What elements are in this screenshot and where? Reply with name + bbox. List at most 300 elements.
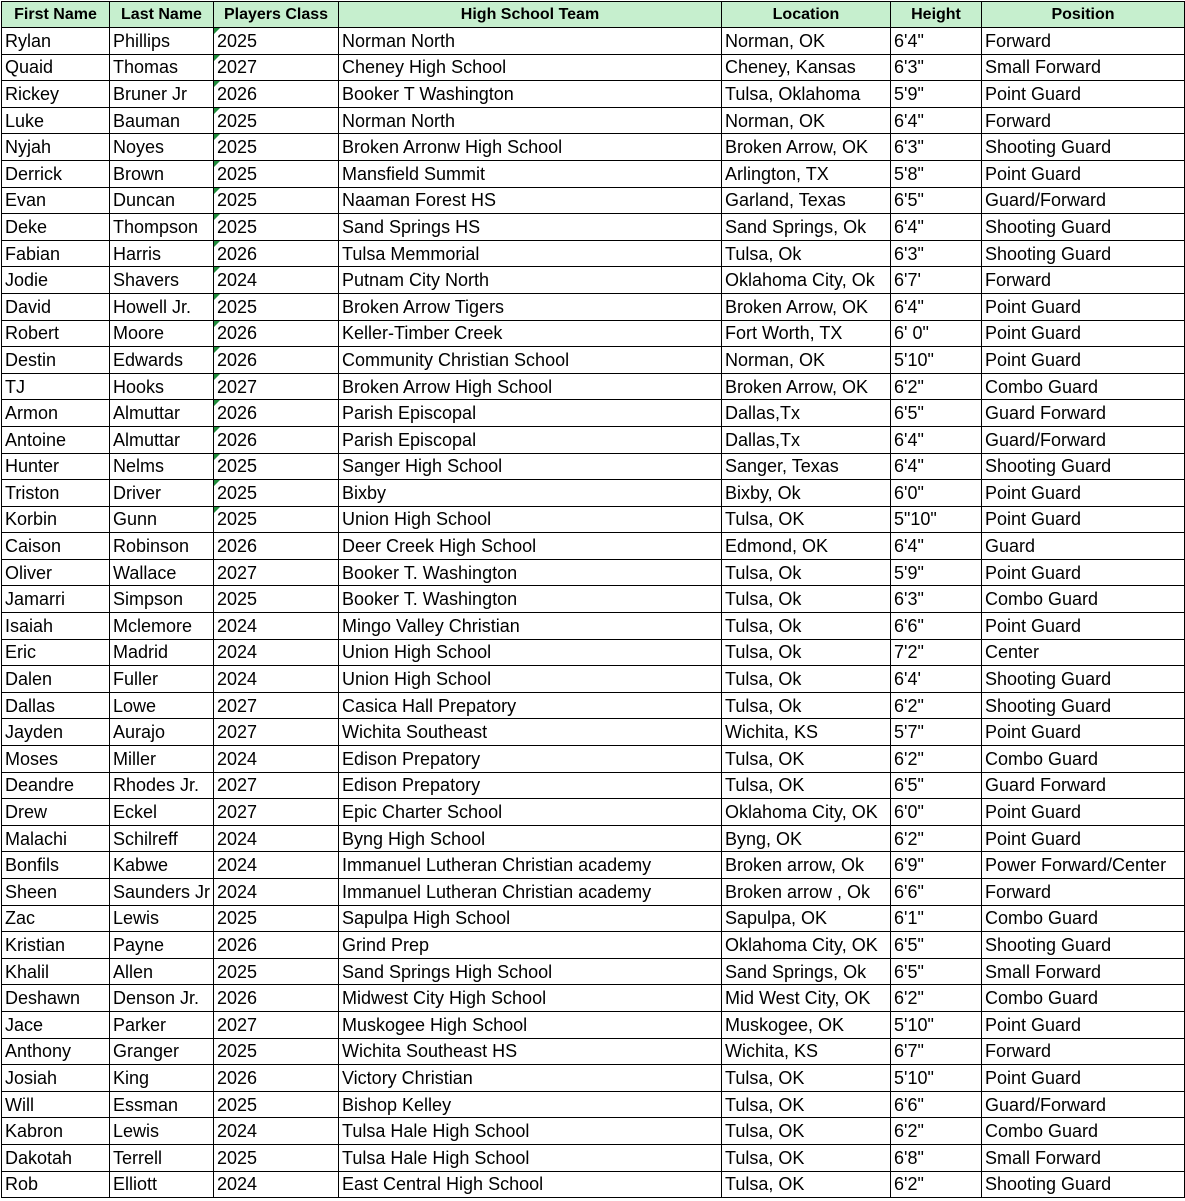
cell-first-name[interactable]: Dakotah <box>2 1144 110 1171</box>
cell-location[interactable]: Norman, OK <box>722 347 891 374</box>
cell-height[interactable]: 6'3" <box>891 240 982 267</box>
cell-height[interactable]: 6'3" <box>891 586 982 613</box>
cell-last-name[interactable]: Bruner Jr <box>110 81 214 108</box>
cell-height[interactable]: 6'1" <box>891 905 982 932</box>
cell-height[interactable]: 6'4" <box>891 214 982 241</box>
cell-position[interactable]: Guard/Forward <box>982 426 1185 453</box>
cell-first-name[interactable]: Quaid <box>2 54 110 81</box>
cell-high-school-team[interactable]: Cheney High School <box>339 54 722 81</box>
cell-first-name[interactable]: Jamarri <box>2 586 110 613</box>
cell-position[interactable]: Combo Guard <box>982 1118 1185 1145</box>
cell-players-class[interactable]: 2025 <box>214 586 339 613</box>
cell-first-name[interactable]: Korbin <box>2 506 110 533</box>
cell-players-class[interactable]: 2025 <box>214 28 339 55</box>
cell-high-school-team[interactable]: Wichita Southeast HS <box>339 1038 722 1065</box>
cell-location[interactable]: Tulsa, OK <box>722 1144 891 1171</box>
cell-high-school-team[interactable]: Broken Arronw High School <box>339 134 722 161</box>
cell-players-class[interactable]: 2026 <box>214 81 339 108</box>
cell-first-name[interactable]: Oliver <box>2 559 110 586</box>
cell-height[interactable]: 6'4' <box>891 666 982 693</box>
cell-first-name[interactable]: Nyjah <box>2 134 110 161</box>
cell-first-name[interactable]: Deshawn <box>2 985 110 1012</box>
cell-high-school-team[interactable]: Midwest City High School <box>339 985 722 1012</box>
cell-position[interactable]: Point Guard <box>982 613 1185 640</box>
cell-last-name[interactable]: Madrid <box>110 639 214 666</box>
cell-players-class[interactable]: 2025 <box>214 1144 339 1171</box>
cell-last-name[interactable]: Robinson <box>110 533 214 560</box>
cell-location[interactable]: Cheney, Kansas <box>722 54 891 81</box>
cell-high-school-team[interactable]: Mingo Valley Christian <box>339 613 722 640</box>
cell-location[interactable]: Sapulpa, OK <box>722 905 891 932</box>
cell-height[interactable]: 5'9" <box>891 81 982 108</box>
cell-height[interactable]: 6'5" <box>891 932 982 959</box>
cell-first-name[interactable]: Hunter <box>2 453 110 480</box>
cell-last-name[interactable]: Moore <box>110 320 214 347</box>
cell-high-school-team[interactable]: Muskogee High School <box>339 1011 722 1038</box>
cell-first-name[interactable]: Rickey <box>2 81 110 108</box>
cell-height[interactable]: 6'7' <box>891 267 982 294</box>
cell-last-name[interactable]: Simpson <box>110 586 214 613</box>
cell-position[interactable]: Point Guard <box>982 559 1185 586</box>
cell-height[interactable]: 6'5" <box>891 187 982 214</box>
cell-position[interactable]: Guard <box>982 533 1185 560</box>
header-height[interactable]: Height <box>891 2 982 28</box>
cell-players-class[interactable]: 2024 <box>214 746 339 773</box>
cell-high-school-team[interactable]: Booker T Washington <box>339 81 722 108</box>
cell-last-name[interactable]: Lewis <box>110 905 214 932</box>
cell-height[interactable]: 5"10" <box>891 506 982 533</box>
cell-location[interactable]: Garland, Texas <box>722 187 891 214</box>
cell-last-name[interactable]: Kabwe <box>110 852 214 879</box>
cell-players-class[interactable]: 2027 <box>214 799 339 826</box>
cell-position[interactable]: Forward <box>982 107 1185 134</box>
cell-position[interactable]: Shooting Guard <box>982 134 1185 161</box>
cell-position[interactable]: Combo Guard <box>982 373 1185 400</box>
cell-location[interactable]: Sand Springs, Ok <box>722 214 891 241</box>
cell-position[interactable]: Shooting Guard <box>982 240 1185 267</box>
cell-position[interactable]: Shooting Guard <box>982 453 1185 480</box>
cell-players-class[interactable]: 2026 <box>214 347 339 374</box>
cell-position[interactable]: Guard Forward <box>982 772 1185 799</box>
cell-last-name[interactable]: Miller <box>110 746 214 773</box>
cell-last-name[interactable]: Essman <box>110 1091 214 1118</box>
cell-high-school-team[interactable]: Norman North <box>339 107 722 134</box>
cell-last-name[interactable]: Hooks <box>110 373 214 400</box>
cell-high-school-team[interactable]: Naaman Forest HS <box>339 187 722 214</box>
cell-high-school-team[interactable]: Tulsa Memmorial <box>339 240 722 267</box>
cell-players-class[interactable]: 2026 <box>214 426 339 453</box>
cell-location[interactable]: Tulsa, OK <box>722 746 891 773</box>
cell-position[interactable]: Point Guard <box>982 160 1185 187</box>
cell-last-name[interactable]: Driver <box>110 480 214 507</box>
cell-players-class[interactable]: 2024 <box>214 1171 339 1198</box>
cell-players-class[interactable]: 2025 <box>214 293 339 320</box>
cell-last-name[interactable]: Duncan <box>110 187 214 214</box>
cell-position[interactable]: Point Guard <box>982 1065 1185 1092</box>
cell-height[interactable]: 6'5" <box>891 772 982 799</box>
cell-high-school-team[interactable]: Mansfield Summit <box>339 160 722 187</box>
cell-high-school-team[interactable]: Parish Episcopal <box>339 426 722 453</box>
cell-location[interactable]: Tulsa, Ok <box>722 613 891 640</box>
cell-height[interactable]: 6'2" <box>891 825 982 852</box>
cell-last-name[interactable]: Denson Jr. <box>110 985 214 1012</box>
cell-high-school-team[interactable]: Union High School <box>339 666 722 693</box>
cell-players-class[interactable]: 2025 <box>214 107 339 134</box>
cell-position[interactable]: Forward <box>982 267 1185 294</box>
cell-position[interactable]: Small Forward <box>982 1144 1185 1171</box>
cell-players-class[interactable]: 2024 <box>214 825 339 852</box>
cell-location[interactable]: Norman, OK <box>722 107 891 134</box>
cell-last-name[interactable]: Phillips <box>110 28 214 55</box>
cell-first-name[interactable]: Will <box>2 1091 110 1118</box>
cell-first-name[interactable]: Sheen <box>2 879 110 906</box>
cell-players-class[interactable]: 2024 <box>214 639 339 666</box>
cell-players-class[interactable]: 2024 <box>214 666 339 693</box>
cell-players-class[interactable]: 2027 <box>214 559 339 586</box>
cell-high-school-team[interactable]: Epic Charter School <box>339 799 722 826</box>
cell-players-class[interactable]: 2024 <box>214 879 339 906</box>
cell-players-class[interactable]: 2025 <box>214 905 339 932</box>
cell-first-name[interactable]: Deke <box>2 214 110 241</box>
cell-position[interactable]: Shooting Guard <box>982 932 1185 959</box>
cell-first-name[interactable]: Josiah <box>2 1065 110 1092</box>
cell-height[interactable]: 6'2" <box>891 692 982 719</box>
cell-first-name[interactable]: Destin <box>2 347 110 374</box>
cell-players-class[interactable]: 2025 <box>214 160 339 187</box>
cell-players-class[interactable]: 2027 <box>214 692 339 719</box>
header-position[interactable]: Position <box>982 2 1185 28</box>
cell-position[interactable]: Point Guard <box>982 799 1185 826</box>
cell-last-name[interactable]: Bauman <box>110 107 214 134</box>
cell-first-name[interactable]: Isaiah <box>2 613 110 640</box>
cell-players-class[interactable]: 2025 <box>214 1038 339 1065</box>
cell-last-name[interactable]: Shavers <box>110 267 214 294</box>
cell-last-name[interactable]: Allen <box>110 958 214 985</box>
cell-position[interactable]: Point Guard <box>982 719 1185 746</box>
cell-high-school-team[interactable]: Sanger High School <box>339 453 722 480</box>
cell-first-name[interactable]: Rob <box>2 1171 110 1198</box>
cell-first-name[interactable]: Moses <box>2 746 110 773</box>
cell-players-class[interactable]: 2026 <box>214 1065 339 1092</box>
cell-high-school-team[interactable]: Immanuel Lutheran Christian academy <box>339 852 722 879</box>
cell-last-name[interactable]: Aurajo <box>110 719 214 746</box>
cell-last-name[interactable]: Granger <box>110 1038 214 1065</box>
cell-players-class[interactable]: 2026 <box>214 932 339 959</box>
cell-high-school-team[interactable]: Wichita Southeast <box>339 719 722 746</box>
cell-location[interactable]: Arlington, TX <box>722 160 891 187</box>
cell-high-school-team[interactable]: East Central High School <box>339 1171 722 1198</box>
cell-position[interactable]: Guard Forward <box>982 400 1185 427</box>
cell-location[interactable]: Tulsa, OK <box>722 1065 891 1092</box>
cell-last-name[interactable]: Gunn <box>110 506 214 533</box>
cell-location[interactable]: Fort Worth, TX <box>722 320 891 347</box>
cell-height[interactable]: 6'4" <box>891 107 982 134</box>
cell-players-class[interactable]: 2026 <box>214 985 339 1012</box>
cell-position[interactable]: Point Guard <box>982 506 1185 533</box>
cell-location[interactable]: Tulsa, OK <box>722 506 891 533</box>
cell-high-school-team[interactable]: Bixby <box>339 480 722 507</box>
cell-first-name[interactable]: Luke <box>2 107 110 134</box>
cell-players-class[interactable]: 2027 <box>214 719 339 746</box>
cell-last-name[interactable]: Payne <box>110 932 214 959</box>
cell-position[interactable]: Small Forward <box>982 958 1185 985</box>
cell-position[interactable]: Point Guard <box>982 347 1185 374</box>
cell-height[interactable]: 6'2" <box>891 373 982 400</box>
cell-position[interactable]: Point Guard <box>982 81 1185 108</box>
cell-last-name[interactable]: Elliott <box>110 1171 214 1198</box>
cell-height[interactable]: 5'7" <box>891 719 982 746</box>
cell-players-class[interactable]: 2024 <box>214 852 339 879</box>
cell-height[interactable]: 7'2" <box>891 639 982 666</box>
cell-location[interactable]: Broken arrow , Ok <box>722 879 891 906</box>
cell-location[interactable]: Tulsa, Ok <box>722 692 891 719</box>
cell-location[interactable]: Tulsa, OK <box>722 1091 891 1118</box>
cell-location[interactable]: Wichita, KS <box>722 1038 891 1065</box>
cell-height[interactable]: 6'2" <box>891 985 982 1012</box>
cell-first-name[interactable]: Eric <box>2 639 110 666</box>
cell-location[interactable]: Tulsa, Oklahoma <box>722 81 891 108</box>
cell-last-name[interactable]: Noyes <box>110 134 214 161</box>
cell-position[interactable]: Combo Guard <box>982 905 1185 932</box>
cell-first-name[interactable]: Fabian <box>2 240 110 267</box>
cell-location[interactable]: Bixby, Ok <box>722 480 891 507</box>
cell-high-school-team[interactable]: Booker T. Washington <box>339 586 722 613</box>
cell-position[interactable]: Forward <box>982 879 1185 906</box>
cell-height[interactable]: 6'3" <box>891 54 982 81</box>
cell-location[interactable]: Tulsa, OK <box>722 1118 891 1145</box>
cell-players-class[interactable]: 2026 <box>214 320 339 347</box>
cell-location[interactable]: Tulsa, Ok <box>722 240 891 267</box>
cell-last-name[interactable]: Terrell <box>110 1144 214 1171</box>
cell-height[interactable]: 5'10" <box>891 1011 982 1038</box>
cell-first-name[interactable]: Armon <box>2 400 110 427</box>
cell-last-name[interactable]: Almuttar <box>110 400 214 427</box>
cell-last-name[interactable]: Howell Jr. <box>110 293 214 320</box>
cell-location[interactable]: Broken Arrow, OK <box>722 373 891 400</box>
cell-players-class[interactable]: 2027 <box>214 54 339 81</box>
cell-players-class[interactable]: 2024 <box>214 1118 339 1145</box>
cell-height[interactable]: 5'8" <box>891 160 982 187</box>
cell-position[interactable]: Shooting Guard <box>982 214 1185 241</box>
cell-last-name[interactable]: Lewis <box>110 1118 214 1145</box>
cell-location[interactable]: Norman, OK <box>722 28 891 55</box>
cell-location[interactable]: Muskogee, OK <box>722 1011 891 1038</box>
cell-high-school-team[interactable]: Victory Christian <box>339 1065 722 1092</box>
cell-first-name[interactable]: Triston <box>2 480 110 507</box>
cell-height[interactable]: 6'6" <box>891 613 982 640</box>
cell-first-name[interactable]: Jodie <box>2 267 110 294</box>
header-first-name[interactable]: First Name <box>2 2 110 28</box>
cell-height[interactable]: 6'2" <box>891 1171 982 1198</box>
cell-high-school-team[interactable]: Keller-Timber Creek <box>339 320 722 347</box>
cell-position[interactable]: Forward <box>982 28 1185 55</box>
cell-high-school-team[interactable]: Sand Springs HS <box>339 214 722 241</box>
cell-height[interactable]: 5'10" <box>891 347 982 374</box>
cell-height[interactable]: 6'7" <box>891 1038 982 1065</box>
cell-high-school-team[interactable]: Broken Arrow Tigers <box>339 293 722 320</box>
cell-players-class[interactable]: 2025 <box>214 506 339 533</box>
cell-last-name[interactable]: Schilreff <box>110 825 214 852</box>
cell-high-school-team[interactable]: Casica Hall Prepatory <box>339 692 722 719</box>
cell-height[interactable]: 5'10" <box>891 1065 982 1092</box>
cell-position[interactable]: Shooting Guard <box>982 692 1185 719</box>
cell-last-name[interactable]: Brown <box>110 160 214 187</box>
cell-last-name[interactable]: Thompson <box>110 214 214 241</box>
cell-position[interactable]: Point Guard <box>982 825 1185 852</box>
cell-first-name[interactable]: Drew <box>2 799 110 826</box>
cell-first-name[interactable]: Antoine <box>2 426 110 453</box>
cell-first-name[interactable]: Anthony <box>2 1038 110 1065</box>
cell-first-name[interactable]: Jayden <box>2 719 110 746</box>
cell-first-name[interactable]: David <box>2 293 110 320</box>
cell-height[interactable]: 6'6" <box>891 879 982 906</box>
cell-first-name[interactable]: Khalil <box>2 958 110 985</box>
cell-location[interactable]: Sand Springs, Ok <box>722 958 891 985</box>
cell-height[interactable]: 6'0" <box>891 480 982 507</box>
cell-high-school-team[interactable]: Norman North <box>339 28 722 55</box>
cell-position[interactable]: Power Forward/Center <box>982 852 1185 879</box>
cell-players-class[interactable]: 2025 <box>214 187 339 214</box>
cell-location[interactable]: Tulsa, Ok <box>722 666 891 693</box>
cell-high-school-team[interactable]: Union High School <box>339 506 722 533</box>
cell-last-name[interactable]: Lowe <box>110 692 214 719</box>
cell-height[interactable]: 6'4" <box>891 28 982 55</box>
header-players-class[interactable]: Players Class <box>214 2 339 28</box>
cell-players-class[interactable]: 2025 <box>214 1091 339 1118</box>
cell-height[interactable]: 5'9" <box>891 559 982 586</box>
cell-height[interactable]: 6'0" <box>891 799 982 826</box>
cell-first-name[interactable]: Evan <box>2 187 110 214</box>
cell-high-school-team[interactable]: Edison Prepatory <box>339 772 722 799</box>
cell-last-name[interactable]: Harris <box>110 240 214 267</box>
cell-high-school-team[interactable]: Broken Arrow High School <box>339 373 722 400</box>
cell-height[interactable]: 6'9" <box>891 852 982 879</box>
cell-location[interactable]: Oklahoma City, OK <box>722 799 891 826</box>
cell-location[interactable]: Wichita, KS <box>722 719 891 746</box>
cell-players-class[interactable]: 2025 <box>214 134 339 161</box>
cell-location[interactable]: Tulsa, OK <box>722 772 891 799</box>
cell-location[interactable]: Dallas,Tx <box>722 400 891 427</box>
cell-location[interactable]: Broken arrow, Ok <box>722 852 891 879</box>
cell-location[interactable]: Byng, OK <box>722 825 891 852</box>
cell-players-class[interactable]: 2024 <box>214 267 339 294</box>
cell-height[interactable]: 6'8" <box>891 1144 982 1171</box>
cell-high-school-team[interactable]: Edison Prepatory <box>339 746 722 773</box>
cell-height[interactable]: 6'4" <box>891 426 982 453</box>
cell-position[interactable]: Point Guard <box>982 320 1185 347</box>
cell-location[interactable]: Sanger, Texas <box>722 453 891 480</box>
cell-location[interactable]: Oklahoma City, Ok <box>722 267 891 294</box>
cell-location[interactable]: Tulsa, Ok <box>722 559 891 586</box>
cell-first-name[interactable]: Kristian <box>2 932 110 959</box>
header-last-name[interactable]: Last Name <box>110 2 214 28</box>
cell-first-name[interactable]: Zac <box>2 905 110 932</box>
cell-position[interactable]: Combo Guard <box>982 746 1185 773</box>
cell-players-class[interactable]: 2025 <box>214 453 339 480</box>
cell-first-name[interactable]: Bonfils <box>2 852 110 879</box>
cell-height[interactable]: 6'4" <box>891 533 982 560</box>
cell-position[interactable]: Point Guard <box>982 293 1185 320</box>
header-location[interactable]: Location <box>722 2 891 28</box>
cell-location[interactable]: Dallas,Tx <box>722 426 891 453</box>
cell-players-class[interactable]: 2024 <box>214 613 339 640</box>
cell-height[interactable]: 6'3" <box>891 134 982 161</box>
cell-position[interactable]: Shooting Guard <box>982 666 1185 693</box>
cell-high-school-team[interactable]: Union High School <box>339 639 722 666</box>
cell-players-class[interactable]: 2027 <box>214 772 339 799</box>
cell-high-school-team[interactable]: Booker T. Washington <box>339 559 722 586</box>
cell-players-class[interactable]: 2027 <box>214 1011 339 1038</box>
cell-last-name[interactable]: Wallace <box>110 559 214 586</box>
cell-high-school-team[interactable]: Immanuel Lutheran Christian academy <box>339 879 722 906</box>
cell-first-name[interactable]: Robert <box>2 320 110 347</box>
cell-first-name[interactable]: TJ <box>2 373 110 400</box>
cell-height[interactable]: 6'5" <box>891 958 982 985</box>
cell-location[interactable]: Mid West City, OK <box>722 985 891 1012</box>
cell-high-school-team[interactable]: Putnam City North <box>339 267 722 294</box>
cell-high-school-team[interactable]: Byng High School <box>339 825 722 852</box>
cell-last-name[interactable]: Edwards <box>110 347 214 374</box>
cell-last-name[interactable]: Mclemore <box>110 613 214 640</box>
cell-high-school-team[interactable]: Tulsa Hale High School <box>339 1118 722 1145</box>
cell-first-name[interactable]: Rylan <box>2 28 110 55</box>
cell-location[interactable]: Broken Arrow, OK <box>722 293 891 320</box>
cell-position[interactable]: Point Guard <box>982 1011 1185 1038</box>
cell-high-school-team[interactable]: Parish Episcopal <box>339 400 722 427</box>
header-high-school-team[interactable]: High School Team <box>339 2 722 28</box>
cell-players-class[interactable]: 2025 <box>214 958 339 985</box>
cell-last-name[interactable]: Saunders Jr <box>110 879 214 906</box>
cell-height[interactable]: 6'5" <box>891 400 982 427</box>
cell-last-name[interactable]: Almuttar <box>110 426 214 453</box>
cell-first-name[interactable]: Malachi <box>2 825 110 852</box>
cell-location[interactable]: Tulsa, OK <box>722 1171 891 1198</box>
cell-position[interactable]: Center <box>982 639 1185 666</box>
cell-position[interactable]: Forward <box>982 1038 1185 1065</box>
cell-first-name[interactable]: Dalen <box>2 666 110 693</box>
cell-position[interactable]: Guard/Forward <box>982 187 1185 214</box>
cell-position[interactable]: Shooting Guard <box>982 1171 1185 1198</box>
cell-first-name[interactable]: Kabron <box>2 1118 110 1145</box>
cell-position[interactable]: Combo Guard <box>982 985 1185 1012</box>
cell-last-name[interactable]: Thomas <box>110 54 214 81</box>
cell-first-name[interactable]: Dallas <box>2 692 110 719</box>
cell-high-school-team[interactable]: Deer Creek High School <box>339 533 722 560</box>
cell-position[interactable]: Guard/Forward <box>982 1091 1185 1118</box>
cell-high-school-team[interactable]: Community Christian School <box>339 347 722 374</box>
cell-players-class[interactable]: 2026 <box>214 400 339 427</box>
cell-last-name[interactable]: King <box>110 1065 214 1092</box>
cell-players-class[interactable]: 2027 <box>214 373 339 400</box>
cell-high-school-team[interactable]: Grind Prep <box>339 932 722 959</box>
cell-location[interactable]: Oklahoma City, OK <box>722 932 891 959</box>
cell-high-school-team[interactable]: Bishop Kelley <box>339 1091 722 1118</box>
cell-height[interactable]: 6' 0" <box>891 320 982 347</box>
cell-location[interactable]: Tulsa, Ok <box>722 639 891 666</box>
cell-players-class[interactable]: 2026 <box>214 533 339 560</box>
cell-players-class[interactable]: 2025 <box>214 480 339 507</box>
cell-position[interactable]: Combo Guard <box>982 586 1185 613</box>
cell-high-school-team[interactable]: Tulsa Hale High School <box>339 1144 722 1171</box>
cell-position[interactable]: Point Guard <box>982 480 1185 507</box>
cell-high-school-team[interactable]: Sapulpa High School <box>339 905 722 932</box>
cell-position[interactable]: Small Forward <box>982 54 1185 81</box>
cell-height[interactable]: 6'2" <box>891 1118 982 1145</box>
cell-first-name[interactable]: Derrick <box>2 160 110 187</box>
cell-location[interactable]: Tulsa, Ok <box>722 586 891 613</box>
cell-height[interactable]: 6'2" <box>891 746 982 773</box>
cell-first-name[interactable]: Jace <box>2 1011 110 1038</box>
